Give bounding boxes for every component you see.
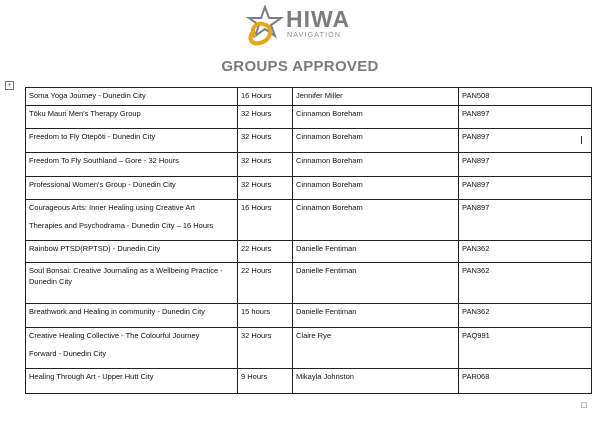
code-cell: PAN897 — [459, 200, 592, 241]
group-cell: Freedom to Fly Otepōti - Dunedin City — [26, 129, 238, 153]
group-cell: Tōku Mauri Men's Therapy Group — [26, 106, 238, 129]
table-move-handle-icon[interactable]: + — [5, 81, 14, 90]
groups-table — [25, 87, 592, 394]
hours-cell: 32 Hours — [238, 106, 293, 129]
group-line: Courageous Arts: Inner Healing using Creative Art — [29, 203, 195, 212]
table-row — [26, 106, 592, 129]
table-row — [26, 369, 592, 394]
code-cell: PAN362 — [459, 304, 592, 328]
brand-subtitle: NAVIGATION — [287, 32, 342, 39]
code-cell: PAR068 — [459, 369, 592, 394]
group-cell: Soul Bonsai: Creative Journaling as a Wellbeing Practice - Dunedin City — [26, 263, 238, 304]
facilitator-cell: Danielle Fentiman — [293, 304, 459, 328]
facilitator-cell: Danielle Fentiman — [293, 241, 459, 263]
facilitator-cell: Cinnamon Boreham — [293, 153, 459, 177]
code-cell: PAQ991 — [459, 328, 592, 369]
table-row — [26, 88, 592, 106]
group-cell: Soma Yoga Journey - Dunedin City — [26, 88, 238, 106]
facilitator-cell: Danielle Fentiman — [293, 263, 459, 304]
table-row — [26, 177, 592, 200]
table-row — [26, 153, 592, 177]
facilitator-cell: Mikayla Johnston — [293, 369, 459, 394]
group-line: Creative Healing Collective - The Colourful Journey — [29, 331, 200, 340]
facilitator-cell: Claire Rye — [293, 328, 459, 369]
group-cell — [26, 200, 238, 241]
group-line: Therapies and Psychodrama - Dunedin City – 16 Hours — [29, 221, 214, 230]
hours-cell: 16 Hours — [238, 200, 293, 241]
hours-cell: 32 Hours — [238, 177, 293, 200]
group-cell: Rainbow PTSD(RPTSD) - Dunedin City — [26, 241, 238, 263]
page-title: GROUPS APPROVED — [221, 58, 379, 75]
code-cell: PAN897 — [459, 177, 592, 200]
group-cell — [26, 328, 238, 369]
hours-cell: 32 Hours — [238, 153, 293, 177]
table-row — [26, 200, 592, 241]
hours-cell: 22 Hours — [238, 241, 293, 263]
facilitator-cell: Cinnamon Boreham — [293, 129, 459, 153]
hours-cell: 9 Hours — [238, 369, 293, 394]
hours-cell: 15 hours — [238, 304, 293, 328]
group-cell: Healing Through Art - Upper Hutt City — [26, 369, 238, 394]
hours-cell: 16 Hours — [238, 88, 293, 106]
table-row — [26, 129, 592, 153]
table-row — [26, 263, 592, 304]
group-cell: Breathwork and Healing in community - Dunedin City — [26, 304, 238, 328]
code-cell: PAN897 — [459, 153, 592, 177]
table-resize-handle[interactable] — [581, 402, 587, 408]
code-cell: PAN897 — [459, 129, 592, 153]
group-line: Forward - Dunedin City — [29, 349, 107, 358]
code-cell: PAN362 — [459, 241, 592, 263]
code-cell: PAN362 — [459, 263, 592, 304]
hours-cell: 22 Hours — [238, 263, 293, 304]
group-cell: Professional Women's Group - Dunedin City — [26, 177, 238, 200]
facilitator-cell: Cinnamon Boreham — [293, 106, 459, 129]
group-cell: Freedom To Fly Southland – Gore - 32 Hours — [26, 153, 238, 177]
facilitator-cell: Cinnamon Boreham — [293, 200, 459, 241]
hours-cell: 32 Hours — [238, 328, 293, 369]
facilitator-cell: Cinnamon Boreham — [293, 177, 459, 200]
table-row — [26, 241, 592, 263]
table-edge-marker — [581, 136, 582, 144]
brand-name: HIWA — [286, 6, 351, 32]
facilitator-cell: Jennifer Miller — [293, 88, 459, 106]
code-cell: PAN508 — [459, 88, 592, 106]
hours-cell: 32 Hours — [238, 129, 293, 153]
table-row — [26, 304, 592, 328]
table-row — [26, 328, 592, 369]
code-cell: PAN897 — [459, 106, 592, 129]
